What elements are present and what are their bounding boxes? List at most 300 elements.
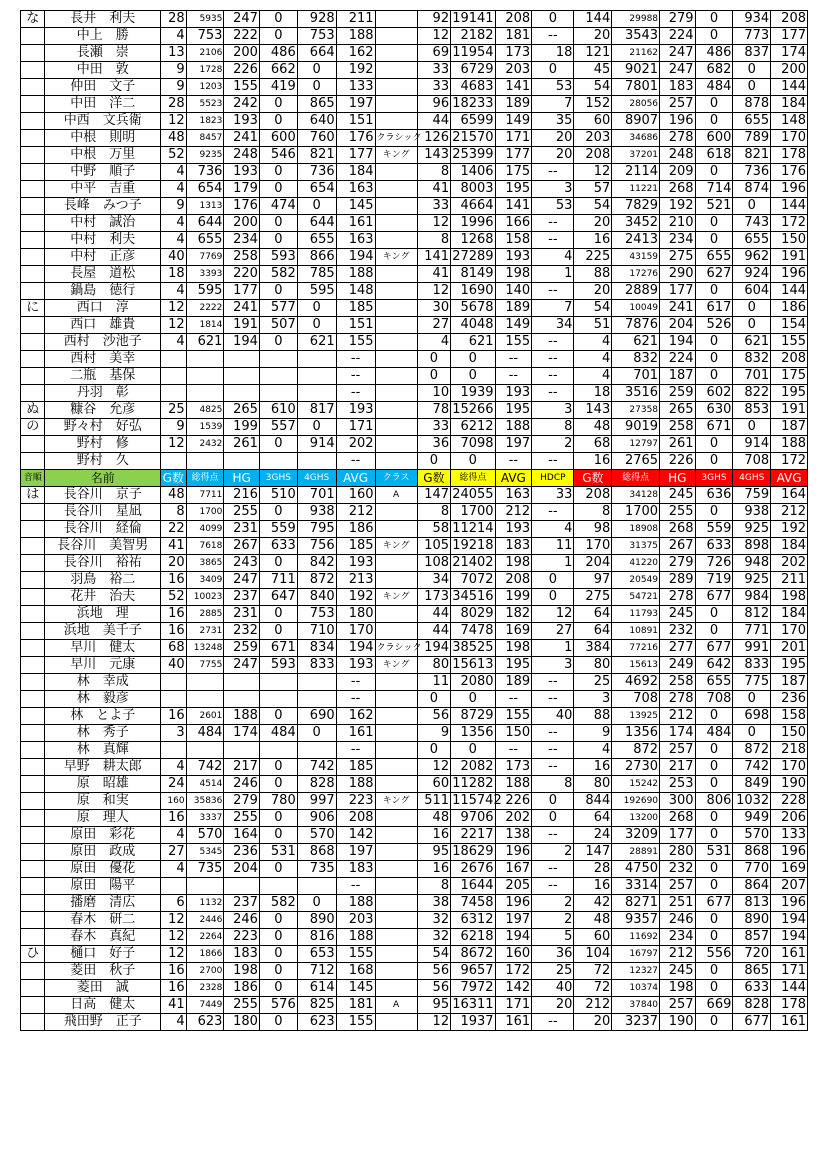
value-cell: 3 bbox=[161, 725, 187, 742]
value-cell: 121 bbox=[574, 45, 612, 62]
value-cell bbox=[259, 351, 297, 368]
value-cell: 3237 bbox=[612, 1014, 660, 1031]
value-cell: 997 bbox=[297, 793, 336, 810]
value-cell: 2889 bbox=[612, 283, 660, 300]
value-cell: 199 bbox=[224, 419, 260, 436]
value-cell: 162 bbox=[336, 45, 375, 62]
value-cell bbox=[375, 606, 417, 623]
value-cell: 621 bbox=[186, 334, 224, 351]
value-cell: 182 bbox=[495, 606, 532, 623]
column-header: 総得点 bbox=[451, 470, 495, 487]
value-cell: 938 bbox=[733, 504, 771, 521]
value-cell: 197 bbox=[495, 912, 532, 929]
value-cell: 2432 bbox=[186, 436, 224, 453]
name-cell: 原田 陽平 bbox=[45, 878, 161, 895]
name-cell: 林 幸成 bbox=[45, 674, 161, 691]
value-cell: 158 bbox=[771, 708, 808, 725]
value-cell: 4 bbox=[417, 334, 450, 351]
value-cell: 12327 bbox=[612, 963, 660, 980]
value-cell: 150 bbox=[771, 232, 808, 249]
value-cell: 98 bbox=[574, 521, 612, 538]
column-header: 3GHS bbox=[695, 470, 733, 487]
value-cell: 0 bbox=[695, 708, 733, 725]
value-cell: 220 bbox=[224, 266, 260, 283]
value-cell: 630 bbox=[695, 402, 733, 419]
value-cell: 6 bbox=[161, 895, 187, 912]
value-cell: 33 bbox=[417, 198, 450, 215]
value-cell: 600 bbox=[695, 130, 733, 147]
value-cell: 1268 bbox=[451, 232, 495, 249]
value-cell: 166 bbox=[495, 215, 532, 232]
value-cell: 11692 bbox=[612, 929, 660, 946]
value-cell: 280 bbox=[660, 844, 696, 861]
value-cell: 0 bbox=[695, 368, 733, 385]
value-cell bbox=[375, 351, 417, 368]
value-cell: 188 bbox=[336, 266, 375, 283]
value-cell: 27 bbox=[417, 317, 450, 334]
value-cell: 7876 bbox=[612, 317, 660, 334]
value-cell: 1356 bbox=[451, 725, 495, 742]
value-cell: 185 bbox=[336, 759, 375, 776]
value-cell: 677 bbox=[695, 640, 733, 657]
value-cell: 155 bbox=[771, 334, 808, 351]
value-cell: 174 bbox=[224, 725, 260, 742]
value-cell: 7 bbox=[532, 96, 574, 113]
value-cell: 19141 bbox=[452, 11, 494, 26]
name-cell: 西村 美幸 bbox=[45, 351, 161, 368]
table-row bbox=[21, 198, 808, 215]
value-cell: 18233 bbox=[452, 96, 494, 111]
value-cell: 0 bbox=[695, 759, 733, 776]
value-cell: 925 bbox=[733, 521, 771, 538]
table-row bbox=[21, 249, 808, 266]
value-cell bbox=[224, 878, 260, 895]
value-cell: 247 bbox=[660, 62, 696, 79]
value-cell: 9 bbox=[161, 79, 187, 96]
value-cell: 267 bbox=[660, 538, 696, 555]
value-cell bbox=[297, 674, 336, 691]
value-cell: 188 bbox=[336, 895, 375, 912]
kana-cell bbox=[21, 130, 45, 147]
value-cell: 832 bbox=[612, 351, 660, 368]
value-cell: 105 bbox=[417, 538, 450, 555]
value-cell: 0 bbox=[417, 691, 450, 708]
kana-cell bbox=[21, 453, 45, 470]
value-cell: 115742 bbox=[452, 793, 502, 808]
value-cell: 20 bbox=[574, 1014, 612, 1031]
value-cell: キング bbox=[375, 589, 417, 606]
value-cell bbox=[259, 742, 297, 759]
value-cell: 0 bbox=[733, 62, 771, 79]
value-cell: 7972 bbox=[451, 980, 495, 997]
value-cell: 2182 bbox=[451, 28, 495, 45]
value-cell: 664 bbox=[297, 45, 336, 62]
value-cell: 623 bbox=[186, 1014, 224, 1031]
value-cell: -- bbox=[532, 691, 574, 708]
value-cell: 8672 bbox=[451, 946, 495, 963]
value-cell: 12 bbox=[417, 28, 450, 45]
value-cell: 247 bbox=[660, 45, 696, 62]
value-cell: 6218 bbox=[451, 929, 495, 946]
value-cell bbox=[161, 742, 187, 759]
value-cell: 759 bbox=[733, 487, 771, 504]
value-cell: 16 bbox=[161, 810, 187, 827]
value-cell: 0 bbox=[259, 436, 297, 453]
value-cell: 12 bbox=[161, 946, 187, 963]
value-cell: 241 bbox=[224, 300, 260, 317]
value-cell: 2 bbox=[532, 912, 574, 929]
value-cell: -- bbox=[336, 742, 375, 759]
value-cell: 991 bbox=[733, 640, 771, 657]
value-cell: 27 bbox=[161, 844, 187, 861]
value-cell: 0 bbox=[695, 912, 733, 929]
value-cell: 195 bbox=[771, 385, 808, 402]
value-cell: 194 bbox=[336, 640, 375, 657]
value-cell: 9706 bbox=[451, 810, 495, 827]
value-cell: クラシック bbox=[375, 640, 417, 657]
value-cell: 34 bbox=[417, 572, 450, 589]
value-cell: 231 bbox=[224, 606, 260, 623]
value-cell: 1 bbox=[532, 555, 574, 572]
column-header: G数 bbox=[161, 470, 187, 487]
value-cell bbox=[186, 674, 224, 691]
value-cell bbox=[375, 861, 417, 878]
value-cell: 0 bbox=[451, 351, 495, 368]
value-cell bbox=[161, 368, 187, 385]
value-cell: 593 bbox=[259, 249, 297, 266]
value-cell bbox=[375, 572, 417, 589]
table-row bbox=[21, 980, 808, 997]
value-cell: 24055 bbox=[452, 487, 494, 502]
value-cell: 18 bbox=[161, 266, 187, 283]
value-cell: 56 bbox=[417, 980, 450, 997]
value-cell: 255 bbox=[660, 504, 696, 521]
value-cell: 242 bbox=[224, 96, 260, 113]
value-cell: 2114 bbox=[612, 164, 660, 181]
value-cell: 208 bbox=[574, 147, 612, 164]
value-cell: -- bbox=[532, 674, 574, 691]
value-cell: 878 bbox=[733, 96, 771, 113]
value-cell: 199 bbox=[495, 589, 532, 606]
value-cell: 0 bbox=[297, 79, 336, 96]
value-cell: 51 bbox=[574, 317, 612, 334]
value-cell: 3 bbox=[532, 181, 574, 198]
value-cell: 277 bbox=[660, 640, 696, 657]
value-cell: 0 bbox=[259, 555, 297, 572]
value-cell bbox=[375, 300, 417, 317]
value-cell bbox=[161, 878, 187, 895]
name-cell: 原 昭雄 bbox=[45, 776, 161, 793]
value-cell: 12 bbox=[417, 759, 450, 776]
value-cell: 64 bbox=[574, 606, 612, 623]
kana-cell bbox=[21, 980, 45, 997]
value-cell: 160 bbox=[161, 793, 187, 810]
table-row bbox=[21, 351, 808, 368]
value-cell: 1406 bbox=[451, 164, 495, 181]
value-cell: 198 bbox=[771, 589, 808, 606]
value-cell: 172 bbox=[771, 453, 808, 470]
value-cell bbox=[375, 827, 417, 844]
value-cell: 192 bbox=[336, 589, 375, 606]
value-cell: 237 bbox=[224, 589, 260, 606]
table-row bbox=[21, 895, 808, 912]
value-cell: 164 bbox=[771, 487, 808, 504]
value-cell: 0 bbox=[695, 623, 733, 640]
value-cell: 48 bbox=[417, 810, 450, 827]
value-cell bbox=[375, 181, 417, 198]
value-cell: 198 bbox=[224, 963, 260, 980]
name-cell: 原田 政成 bbox=[45, 844, 161, 861]
value-cell: -- bbox=[532, 283, 574, 300]
value-cell: 865 bbox=[733, 963, 771, 980]
value-cell: 96 bbox=[417, 96, 450, 113]
value-cell: -- bbox=[336, 453, 375, 470]
value-cell: 258 bbox=[224, 249, 260, 266]
value-cell: 12 bbox=[161, 929, 187, 946]
value-cell: 8 bbox=[417, 878, 450, 895]
name-cell: 早川 元康 bbox=[45, 657, 161, 674]
value-cell: 40 bbox=[532, 980, 574, 997]
value-cell: 58 bbox=[417, 521, 450, 538]
value-cell: -- bbox=[336, 691, 375, 708]
value-cell: 8 bbox=[574, 504, 612, 521]
value-cell: 9 bbox=[161, 62, 187, 79]
value-cell: 48 bbox=[161, 130, 187, 147]
value-cell: 279 bbox=[224, 793, 260, 810]
name-cell: 日高 健太 bbox=[45, 997, 161, 1014]
value-cell: 158 bbox=[495, 232, 532, 249]
value-cell: 682 bbox=[695, 62, 733, 79]
value-cell: 0 bbox=[695, 436, 733, 453]
value-cell: 872 bbox=[297, 572, 336, 589]
value-cell: 4 bbox=[161, 28, 187, 45]
value-cell bbox=[375, 232, 417, 249]
value-cell: 183 bbox=[224, 946, 260, 963]
value-cell: 3516 bbox=[612, 385, 660, 402]
value-cell: 145 bbox=[336, 198, 375, 215]
value-cell: 155 bbox=[495, 334, 532, 351]
value-cell: 15242 bbox=[612, 776, 660, 793]
value-cell bbox=[186, 385, 224, 402]
value-cell: 43159 bbox=[612, 249, 660, 266]
value-cell: 41 bbox=[417, 266, 450, 283]
value-cell: 898 bbox=[733, 538, 771, 555]
table-row bbox=[21, 419, 808, 436]
value-cell: 189 bbox=[495, 300, 532, 317]
value-cell: 677 bbox=[733, 1014, 771, 1031]
value-cell: 2 bbox=[532, 436, 574, 453]
value-cell: 60 bbox=[574, 929, 612, 946]
value-cell: 0 bbox=[417, 453, 450, 470]
value-cell: 192 bbox=[771, 521, 808, 538]
value-cell: 821 bbox=[733, 147, 771, 164]
value-cell: 521 bbox=[695, 198, 733, 215]
value-cell: 261 bbox=[224, 436, 260, 453]
value-cell: 0 bbox=[733, 198, 771, 215]
value-cell: 618 bbox=[695, 147, 733, 164]
table-row bbox=[21, 963, 808, 980]
table-row bbox=[21, 606, 808, 623]
value-cell: -- bbox=[532, 164, 574, 181]
value-cell: 28 bbox=[161, 11, 187, 28]
value-cell: 167 bbox=[495, 861, 532, 878]
value-cell bbox=[375, 45, 417, 62]
value-cell: 174 bbox=[660, 725, 696, 742]
kana-cell bbox=[21, 759, 45, 776]
name-cell: 林 とよ子 bbox=[45, 708, 161, 725]
value-cell: 0 bbox=[733, 725, 771, 742]
value-cell: 155 bbox=[336, 946, 375, 963]
column-header: 名前 bbox=[45, 470, 161, 487]
table-row bbox=[21, 164, 808, 181]
value-cell bbox=[297, 691, 336, 708]
value-cell: 208 bbox=[771, 351, 808, 368]
kana-cell bbox=[21, 96, 45, 113]
column-header: HDCP bbox=[532, 470, 574, 487]
value-cell: 627 bbox=[695, 266, 733, 283]
value-cell: 20 bbox=[574, 283, 612, 300]
value-cell: -- bbox=[495, 691, 532, 708]
kana-cell bbox=[21, 861, 45, 878]
value-cell: 255 bbox=[224, 997, 260, 1014]
value-cell: 231 bbox=[224, 521, 260, 538]
value-cell: 28 bbox=[161, 96, 187, 113]
value-cell: -- bbox=[532, 368, 574, 385]
value-cell: 300 bbox=[660, 793, 696, 810]
table-row bbox=[21, 708, 808, 725]
value-cell: 708 bbox=[695, 691, 733, 708]
value-cell: 556 bbox=[695, 946, 733, 963]
value-cell: 559 bbox=[695, 521, 733, 538]
value-cell: 742 bbox=[186, 759, 224, 776]
name-cell: 中村 誠治 bbox=[45, 215, 161, 232]
value-cell: 2676 bbox=[451, 861, 495, 878]
value-cell: 8 bbox=[417, 232, 450, 249]
value-cell: -- bbox=[532, 742, 574, 759]
value-cell: 2 bbox=[532, 895, 574, 912]
value-cell bbox=[375, 674, 417, 691]
kana-cell bbox=[21, 215, 45, 232]
value-cell: -- bbox=[532, 351, 574, 368]
value-cell: 95 bbox=[417, 844, 450, 861]
name-cell: 長谷川 裕祐 bbox=[45, 555, 161, 572]
table-row bbox=[21, 1014, 808, 1031]
value-cell: 0 bbox=[695, 827, 733, 844]
value-cell: 226 bbox=[660, 453, 696, 470]
value-cell: 206 bbox=[771, 810, 808, 827]
value-cell: 144 bbox=[771, 283, 808, 300]
kana-cell bbox=[21, 742, 45, 759]
value-cell: 212 bbox=[660, 946, 696, 963]
value-cell: 0 bbox=[695, 453, 733, 470]
name-cell: 菱田 秋子 bbox=[45, 963, 161, 980]
value-cell: 614 bbox=[297, 980, 336, 997]
value-cell: 531 bbox=[259, 844, 297, 861]
value-cell: 160 bbox=[336, 487, 375, 504]
value-cell: 4 bbox=[574, 351, 612, 368]
kana-cell: ぬ bbox=[21, 402, 45, 419]
kana-cell bbox=[21, 623, 45, 640]
value-cell: 1644 bbox=[451, 878, 495, 895]
value-cell: 962 bbox=[733, 249, 771, 266]
value-cell: 18 bbox=[532, 45, 574, 62]
value-cell: 0 bbox=[259, 164, 297, 181]
value-cell: 546 bbox=[259, 147, 297, 164]
value-cell: 0 bbox=[532, 11, 574, 28]
value-cell: 223 bbox=[336, 793, 375, 810]
value-cell: 64 bbox=[574, 810, 612, 827]
value-cell: 8 bbox=[417, 504, 450, 521]
value-cell: 655 bbox=[695, 674, 733, 691]
value-cell: 32 bbox=[417, 929, 450, 946]
value-cell: 16797 bbox=[612, 946, 660, 963]
value-cell: 176 bbox=[771, 164, 808, 181]
value-cell: -- bbox=[532, 1014, 574, 1031]
value-cell: 188 bbox=[771, 436, 808, 453]
value-cell: 181 bbox=[336, 997, 375, 1014]
value-cell: 623 bbox=[297, 1014, 336, 1031]
value-cell bbox=[186, 742, 224, 759]
value-cell: 742 bbox=[733, 759, 771, 776]
value-cell: 25 bbox=[532, 963, 574, 980]
value-cell: 0 bbox=[451, 453, 495, 470]
value-cell: 834 bbox=[297, 640, 336, 657]
column-header: 総得点 bbox=[612, 470, 660, 487]
value-cell: 40 bbox=[161, 249, 187, 266]
value-cell: 0 bbox=[695, 980, 733, 997]
value-cell: 10374 bbox=[612, 980, 660, 997]
value-cell: 177 bbox=[660, 283, 696, 300]
value-cell bbox=[297, 351, 336, 368]
value-cell: 33 bbox=[417, 62, 450, 79]
value-cell: 4 bbox=[161, 232, 187, 249]
value-cell: 775 bbox=[733, 674, 771, 691]
value-cell: 201 bbox=[771, 640, 808, 657]
value-cell: 196 bbox=[771, 181, 808, 198]
value-cell: 2700 bbox=[186, 963, 224, 980]
table-row bbox=[21, 640, 808, 657]
name-cell: 春木 真紀 bbox=[45, 929, 161, 946]
table-row bbox=[21, 283, 808, 300]
value-cell: 924 bbox=[733, 266, 771, 283]
value-cell: 24 bbox=[574, 827, 612, 844]
value-cell: 0 bbox=[733, 300, 771, 317]
value-cell: 265 bbox=[224, 402, 260, 419]
table-row bbox=[21, 759, 808, 776]
value-cell bbox=[161, 385, 187, 402]
value-cell: 577 bbox=[259, 300, 297, 317]
value-cell: 813 bbox=[733, 895, 771, 912]
value-cell: -- bbox=[336, 368, 375, 385]
value-cell: -- bbox=[495, 368, 532, 385]
value-cell: 9357 bbox=[612, 912, 660, 929]
kana-cell bbox=[21, 895, 45, 912]
value-cell: 141 bbox=[495, 79, 532, 96]
value-cell: 2 bbox=[532, 844, 574, 861]
value-cell: 188 bbox=[336, 776, 375, 793]
column-header: 4GHS bbox=[297, 470, 336, 487]
value-cell: 232 bbox=[660, 861, 696, 878]
value-cell: -- bbox=[532, 28, 574, 45]
value-cell bbox=[224, 691, 260, 708]
value-cell: 193 bbox=[495, 521, 532, 538]
table-row bbox=[21, 725, 808, 742]
value-cell: 842 bbox=[297, 555, 336, 572]
value-cell: 163 bbox=[336, 181, 375, 198]
value-cell: 655 bbox=[695, 249, 733, 266]
kana-cell bbox=[21, 385, 45, 402]
value-cell: 278 bbox=[660, 589, 696, 606]
